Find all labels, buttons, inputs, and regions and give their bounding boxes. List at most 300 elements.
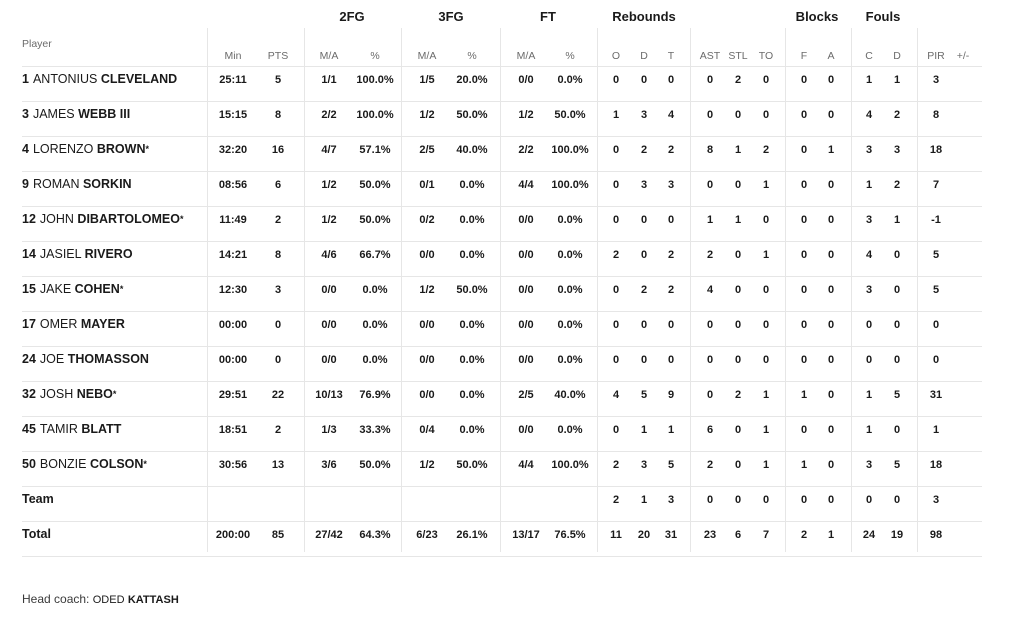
stat-t: 0 xyxy=(667,214,675,226)
stat-d: 0 xyxy=(640,249,648,261)
player-number: 3 xyxy=(22,107,29,121)
stat-bf: 1 xyxy=(800,459,808,471)
stat-d: 0 xyxy=(640,354,648,366)
stat-t: 2 xyxy=(667,249,675,261)
head-coach-label: Head coach: xyxy=(22,592,90,606)
stat-fd: 3 xyxy=(893,144,901,156)
stat-ft_ma: 13/17 xyxy=(512,529,540,541)
stat-fg2_ma: 10/13 xyxy=(315,389,343,401)
stat-fg3_pct: 26.1% xyxy=(456,529,488,541)
column-header-min: Min xyxy=(224,50,242,62)
stat-min: 15:15 xyxy=(218,109,248,121)
stat-t: 9 xyxy=(667,389,675,401)
row-divider xyxy=(22,486,982,487)
stat-stl: 0 xyxy=(734,494,742,506)
stat-to: 1 xyxy=(762,179,770,191)
stat-fd: 19 xyxy=(890,529,904,541)
stat-ast: 23 xyxy=(703,529,717,541)
stat-stl: 0 xyxy=(734,249,742,261)
stat-fg2_ma: 0/0 xyxy=(321,284,337,296)
stat-pir: 0 xyxy=(932,354,940,366)
stat-ast: 8 xyxy=(706,144,714,156)
stat-ft_ma: 0/0 xyxy=(518,319,534,331)
player-first-name: ANTONIUS xyxy=(32,72,98,86)
column-header-pir: PIR xyxy=(927,50,945,62)
row-divider xyxy=(22,101,982,102)
stat-stl: 0 xyxy=(734,284,742,296)
row-divider xyxy=(22,66,982,67)
stat-bf: 0 xyxy=(800,354,808,366)
row-divider xyxy=(22,556,982,557)
stat-fg3_ma: 0/0 xyxy=(419,319,435,331)
player-number: 50 xyxy=(22,457,36,471)
stat-fg2_pct: 100.0% xyxy=(356,74,394,86)
stat-fg3_pct: 0.0% xyxy=(459,424,485,436)
stat-ba: 0 xyxy=(827,109,835,121)
stat-ba: 0 xyxy=(827,494,835,506)
stat-fg3_ma: 1/5 xyxy=(419,74,435,86)
column-divider xyxy=(851,28,852,552)
stat-fg2_ma: 3/6 xyxy=(321,459,337,471)
stat-fg2_pct: 33.3% xyxy=(359,424,391,436)
stat-to: 7 xyxy=(762,529,770,541)
group-header-fouls: Fouls xyxy=(865,9,901,24)
stat-ast: 2 xyxy=(706,459,714,471)
stat-fg3_ma: 1/2 xyxy=(419,284,435,296)
stat-fd: 1 xyxy=(893,74,901,86)
stat-pts: 8 xyxy=(274,249,282,261)
stat-fg2_pct: 0.0% xyxy=(362,319,388,331)
stat-ft_pct: 100.0% xyxy=(551,144,589,156)
stat-ft_pct: 76.5% xyxy=(554,529,586,541)
player-first-name: BONZIE xyxy=(39,457,87,471)
player-number: 32 xyxy=(22,387,36,401)
stat-stl: 6 xyxy=(734,529,742,541)
stat-bf: 0 xyxy=(800,424,808,436)
stat-fg3_ma: 2/5 xyxy=(419,144,435,156)
stat-ba: 0 xyxy=(827,249,835,261)
stat-fg3_ma: 0/0 xyxy=(419,249,435,261)
stat-fg2_pct: 76.9% xyxy=(359,389,391,401)
column-header-foul_c: C xyxy=(865,50,873,62)
stat-min: 12:30 xyxy=(218,284,248,296)
stat-o: 0 xyxy=(612,214,620,226)
column-divider xyxy=(597,28,598,552)
stat-pir: 31 xyxy=(929,389,943,401)
stat-o: 0 xyxy=(612,354,620,366)
stat-ast: 1 xyxy=(706,214,714,226)
stat-ft_ma: 0/0 xyxy=(518,284,534,296)
stat-fg2_ma: 2/2 xyxy=(321,109,337,121)
stat-t: 2 xyxy=(667,284,675,296)
stat-ast: 2 xyxy=(706,249,714,261)
row-divider xyxy=(22,206,982,207)
stat-fg3_ma: 1/2 xyxy=(419,109,435,121)
stat-d: 3 xyxy=(640,459,648,471)
stat-d: 0 xyxy=(640,74,648,86)
stat-d: 2 xyxy=(640,144,648,156)
group-header-ft: FT xyxy=(540,9,556,24)
stat-t: 5 xyxy=(667,459,675,471)
stat-pts: 8 xyxy=(274,109,282,121)
stat-fg3_ma: 0/2 xyxy=(419,214,435,226)
stat-ft_pct: 40.0% xyxy=(554,389,586,401)
stat-to: 0 xyxy=(762,354,770,366)
stat-fg2_ma: 0/0 xyxy=(321,319,337,331)
stat-bf: 0 xyxy=(800,144,808,156)
stat-fd: 0 xyxy=(893,424,901,436)
stat-ba: 0 xyxy=(827,214,835,226)
stat-o: 4 xyxy=(612,389,620,401)
stat-ft_ma: 0/0 xyxy=(518,214,534,226)
stat-bf: 0 xyxy=(800,249,808,261)
column-header-fg2_ma: M/A xyxy=(319,50,339,62)
player-name xyxy=(22,282,123,296)
column-divider xyxy=(785,28,786,552)
stat-ft_pct: 0.0% xyxy=(557,214,583,226)
head-coach-first-name: ODED xyxy=(92,594,125,606)
column-header-fg3_ma: M/A xyxy=(417,50,437,62)
stat-fg3_pct: 20.0% xyxy=(456,74,488,86)
stat-bf: 0 xyxy=(800,494,808,506)
stat-o: 11 xyxy=(610,529,622,541)
stat-pir: 18 xyxy=(929,144,943,156)
stat-fc: 3 xyxy=(865,144,873,156)
stat-fg3_ma: 0/4 xyxy=(419,424,435,436)
column-header-player: Player xyxy=(22,38,52,50)
stat-fg3_ma: 6/23 xyxy=(416,529,438,541)
stat-o: 2 xyxy=(612,494,620,506)
stat-fg2_pct: 50.0% xyxy=(359,214,391,226)
player-last-name: MAYER xyxy=(80,317,125,331)
player-last-name: BLATT xyxy=(81,422,122,436)
stat-fc: 1 xyxy=(865,74,873,86)
row-label xyxy=(22,527,51,541)
stat-pts: 2 xyxy=(274,424,282,436)
player-number: 12 xyxy=(22,212,36,226)
column-divider xyxy=(690,28,691,552)
player-first-name: ROMAN xyxy=(32,177,80,191)
player-name xyxy=(22,72,177,86)
stat-t: 0 xyxy=(667,319,675,331)
row-label-text: Total xyxy=(22,527,51,541)
stat-stl: 0 xyxy=(734,459,742,471)
stat-fg2_pct: 66.7% xyxy=(359,249,391,261)
player-last-name: NEBO xyxy=(76,387,113,401)
stat-pts: 2 xyxy=(274,214,282,226)
stat-o: 0 xyxy=(612,74,620,86)
stat-pts: 85 xyxy=(271,529,285,541)
stat-ba: 0 xyxy=(827,284,835,296)
stat-min: 14:21 xyxy=(218,249,248,261)
player-number: 24 xyxy=(22,352,36,366)
stat-d: 2 xyxy=(640,284,648,296)
starter-marker: * xyxy=(143,459,147,469)
stat-t: 3 xyxy=(667,494,675,506)
stat-d: 0 xyxy=(640,214,648,226)
starter-marker: * xyxy=(179,214,184,224)
stat-pir: 3 xyxy=(932,74,940,86)
stat-min: 11:49 xyxy=(219,214,247,226)
stat-fc: 4 xyxy=(865,249,873,261)
stat-fg2_ma: 27/42 xyxy=(315,529,343,541)
stat-d: 3 xyxy=(640,109,648,121)
row-divider xyxy=(22,346,982,347)
stat-fg2_ma: 0/0 xyxy=(321,354,337,366)
player-number: 17 xyxy=(22,317,36,331)
stat-ast: 0 xyxy=(706,74,714,86)
column-header-pm: +/- xyxy=(956,50,970,62)
row-divider xyxy=(22,416,982,417)
stat-pts: 22 xyxy=(271,389,285,401)
column-header-fg2_pct: % xyxy=(370,50,380,62)
stat-o: 0 xyxy=(612,284,620,296)
stat-pir: 1 xyxy=(932,424,940,436)
player-first-name: JOSH xyxy=(39,387,74,401)
stat-pts: 0 xyxy=(274,319,282,331)
stat-d: 0 xyxy=(640,319,648,331)
player-number: 1 xyxy=(22,72,29,86)
stat-fg3_ma: 0/1 xyxy=(419,179,435,191)
stat-bf: 0 xyxy=(800,214,808,226)
stat-fg3_pct: 0.0% xyxy=(459,389,485,401)
row-label-text: Team xyxy=(22,492,54,506)
stat-fc: 4 xyxy=(865,109,873,121)
stat-t: 3 xyxy=(667,179,675,191)
stat-ft_ma: 0/0 xyxy=(518,74,534,86)
stat-fd: 5 xyxy=(893,459,901,471)
stat-to: 0 xyxy=(762,74,770,86)
player-name xyxy=(22,387,116,401)
row-divider xyxy=(22,136,982,137)
player-name xyxy=(22,177,132,191)
player-last-name: BROWN xyxy=(96,142,146,156)
row-divider xyxy=(22,241,982,242)
column-divider xyxy=(500,28,501,552)
player-last-name: THOMASSON xyxy=(67,352,149,366)
stat-fg2_ma: 4/6 xyxy=(321,249,337,261)
stat-o: 2 xyxy=(612,459,620,471)
stat-stl: 0 xyxy=(734,424,742,436)
stat-min: 00:00 xyxy=(218,354,248,366)
stat-bf: 0 xyxy=(800,74,808,86)
row-divider xyxy=(22,451,982,452)
stat-to: 1 xyxy=(762,389,770,401)
stat-min: 18:51 xyxy=(218,424,248,436)
stat-stl: 1 xyxy=(734,214,742,226)
stat-bf: 0 xyxy=(800,284,808,296)
stat-bf: 0 xyxy=(800,319,808,331)
player-number: 4 xyxy=(22,142,29,156)
stat-ast: 0 xyxy=(706,494,714,506)
stat-ba: 1 xyxy=(827,144,835,156)
stat-to: 0 xyxy=(762,284,770,296)
stat-t: 31 xyxy=(664,529,678,541)
stat-to: 0 xyxy=(762,214,770,226)
stat-ast: 0 xyxy=(706,109,714,121)
stat-ba: 0 xyxy=(827,389,835,401)
player-first-name: JOHN xyxy=(39,212,74,226)
stat-ast: 4 xyxy=(706,284,714,296)
column-header-to: TO xyxy=(758,50,774,62)
stat-fg3_pct: 0.0% xyxy=(459,319,485,331)
stat-fg3_pct: 40.0% xyxy=(456,144,488,156)
stat-fg3_pct: 0.0% xyxy=(459,249,485,261)
group-header-fg3: 3FG xyxy=(438,9,464,24)
stat-fg3_ma: 1/2 xyxy=(419,459,435,471)
column-header-ft_ma: M/A xyxy=(516,50,536,62)
player-number: 45 xyxy=(22,422,36,436)
stat-fd: 2 xyxy=(893,109,901,121)
stat-fg3_pct: 50.0% xyxy=(456,284,488,296)
stat-d: 1 xyxy=(640,494,648,506)
stat-fg2_pct: 64.3% xyxy=(359,529,391,541)
stat-to: 0 xyxy=(762,109,770,121)
row-divider xyxy=(22,311,982,312)
stat-pir: 3 xyxy=(932,494,940,506)
head-coach-last-name: KATTASH xyxy=(127,594,179,606)
stat-to: 1 xyxy=(762,424,770,436)
column-header-ast: AST xyxy=(699,50,721,62)
player-last-name: COHEN xyxy=(74,282,120,296)
stat-fc: 1 xyxy=(865,389,873,401)
player-first-name: JASIEL xyxy=(39,247,82,261)
stat-ft_ma: 2/2 xyxy=(518,144,534,156)
player-first-name: JOE xyxy=(39,352,65,366)
stat-pir: 5 xyxy=(932,249,940,261)
group-header-fg2: 2FG xyxy=(339,9,365,24)
column-divider xyxy=(304,28,305,552)
stat-ast: 0 xyxy=(706,389,714,401)
stat-fg3_pct: 0.0% xyxy=(459,354,485,366)
stat-fg3_pct: 0.0% xyxy=(459,179,485,191)
player-last-name: CLEVELAND xyxy=(100,72,178,86)
stat-ast: 0 xyxy=(706,354,714,366)
stat-bf: 0 xyxy=(800,109,808,121)
stat-fd: 0 xyxy=(893,249,901,261)
stat-ft_ma: 1/2 xyxy=(518,109,534,121)
stat-pir: 0 xyxy=(932,319,940,331)
player-number: 15 xyxy=(22,282,36,296)
stat-pts: 13 xyxy=(271,459,285,471)
stat-ft_ma: 2/5 xyxy=(518,389,534,401)
stat-o: 2 xyxy=(612,249,620,261)
stat-ast: 0 xyxy=(706,319,714,331)
stat-fg2_ma: 4/7 xyxy=(321,144,337,156)
stat-t: 0 xyxy=(667,354,675,366)
stat-ba: 0 xyxy=(827,424,835,436)
stat-ft_ma: 4/4 xyxy=(518,459,534,471)
stat-ba: 0 xyxy=(827,319,835,331)
stat-o: 0 xyxy=(612,179,620,191)
stat-stl: 2 xyxy=(734,74,742,86)
column-header-reb_t: T xyxy=(667,50,675,62)
stat-stl: 0 xyxy=(734,179,742,191)
row-label xyxy=(22,492,54,506)
stat-bf: 2 xyxy=(800,529,808,541)
stat-ba: 0 xyxy=(827,459,835,471)
player-first-name: TAMIR xyxy=(39,422,78,436)
stat-fg3_ma: 0/0 xyxy=(419,354,435,366)
stat-fg2_pct: 0.0% xyxy=(362,284,388,296)
stat-ft_pct: 0.0% xyxy=(557,249,583,261)
stat-stl: 1 xyxy=(734,144,742,156)
stat-pir: 98 xyxy=(929,529,943,541)
stat-stl: 0 xyxy=(734,354,742,366)
starter-marker: * xyxy=(119,284,124,294)
stat-fc: 0 xyxy=(865,494,873,506)
player-name xyxy=(22,107,130,121)
stat-fc: 3 xyxy=(865,214,873,226)
stat-ba: 1 xyxy=(827,529,835,541)
stat-to: 1 xyxy=(762,249,770,261)
stat-bf: 1 xyxy=(800,389,808,401)
stat-fd: 0 xyxy=(893,354,901,366)
stat-pir: 7 xyxy=(932,179,940,191)
player-first-name: LORENZO xyxy=(32,142,94,156)
player-last-name: SORKIN xyxy=(82,177,132,191)
stat-t: 2 xyxy=(667,144,675,156)
stat-fc: 1 xyxy=(865,179,873,191)
column-divider xyxy=(207,28,208,552)
stat-stl: 0 xyxy=(734,319,742,331)
stat-ft_pct: 0.0% xyxy=(557,354,583,366)
column-header-blk_f: F xyxy=(800,50,808,62)
stat-ft_ma: 0/0 xyxy=(518,354,534,366)
column-header-stl: STL xyxy=(728,50,748,62)
stat-to: 0 xyxy=(762,319,770,331)
player-name xyxy=(22,457,147,471)
row-divider xyxy=(22,276,982,277)
stat-d: 1 xyxy=(640,424,648,436)
player-last-name: RIVERO xyxy=(84,247,133,261)
stat-stl: 2 xyxy=(734,389,742,401)
stat-fd: 0 xyxy=(893,319,901,331)
player-last-name: COLSON xyxy=(89,457,144,471)
stat-fg2_pct: 57.1% xyxy=(359,144,391,156)
stat-to: 2 xyxy=(762,144,770,156)
stat-ft_ma: 0/0 xyxy=(518,249,534,261)
starter-marker: * xyxy=(112,389,117,399)
stat-fg2_pct: 0.0% xyxy=(362,354,388,366)
stat-to: 1 xyxy=(762,459,770,471)
stat-ft_pct: 0.0% xyxy=(557,284,583,296)
stat-min: 30:56 xyxy=(218,459,248,471)
stat-o: 1 xyxy=(612,109,620,121)
stat-fd: 1 xyxy=(893,214,901,226)
row-divider xyxy=(22,171,982,172)
stat-fg2_ma: 1/1 xyxy=(321,74,337,86)
stat-t: 4 xyxy=(667,109,675,121)
stat-o: 0 xyxy=(612,319,620,331)
stat-ft_pct: 0.0% xyxy=(557,424,583,436)
stat-fg3_pct: 0.0% xyxy=(459,214,485,226)
stat-fg2_ma: 1/2 xyxy=(321,214,337,226)
stat-pts: 0 xyxy=(274,354,282,366)
stat-fg3_ma: 0/0 xyxy=(419,389,435,401)
stat-fg3_pct: 50.0% xyxy=(456,459,488,471)
stat-stl: 0 xyxy=(734,109,742,121)
stat-fc: 0 xyxy=(865,354,873,366)
stat-ast: 6 xyxy=(706,424,714,436)
stat-fc: 1 xyxy=(865,424,873,436)
stat-ft_pct: 100.0% xyxy=(551,179,589,191)
stat-min: 00:00 xyxy=(218,319,248,331)
column-header-pts: PTS xyxy=(267,50,289,62)
stat-ft_pct: 0.0% xyxy=(557,74,583,86)
stat-pts: 6 xyxy=(274,179,282,191)
player-last-name: WEBB III xyxy=(78,107,131,121)
